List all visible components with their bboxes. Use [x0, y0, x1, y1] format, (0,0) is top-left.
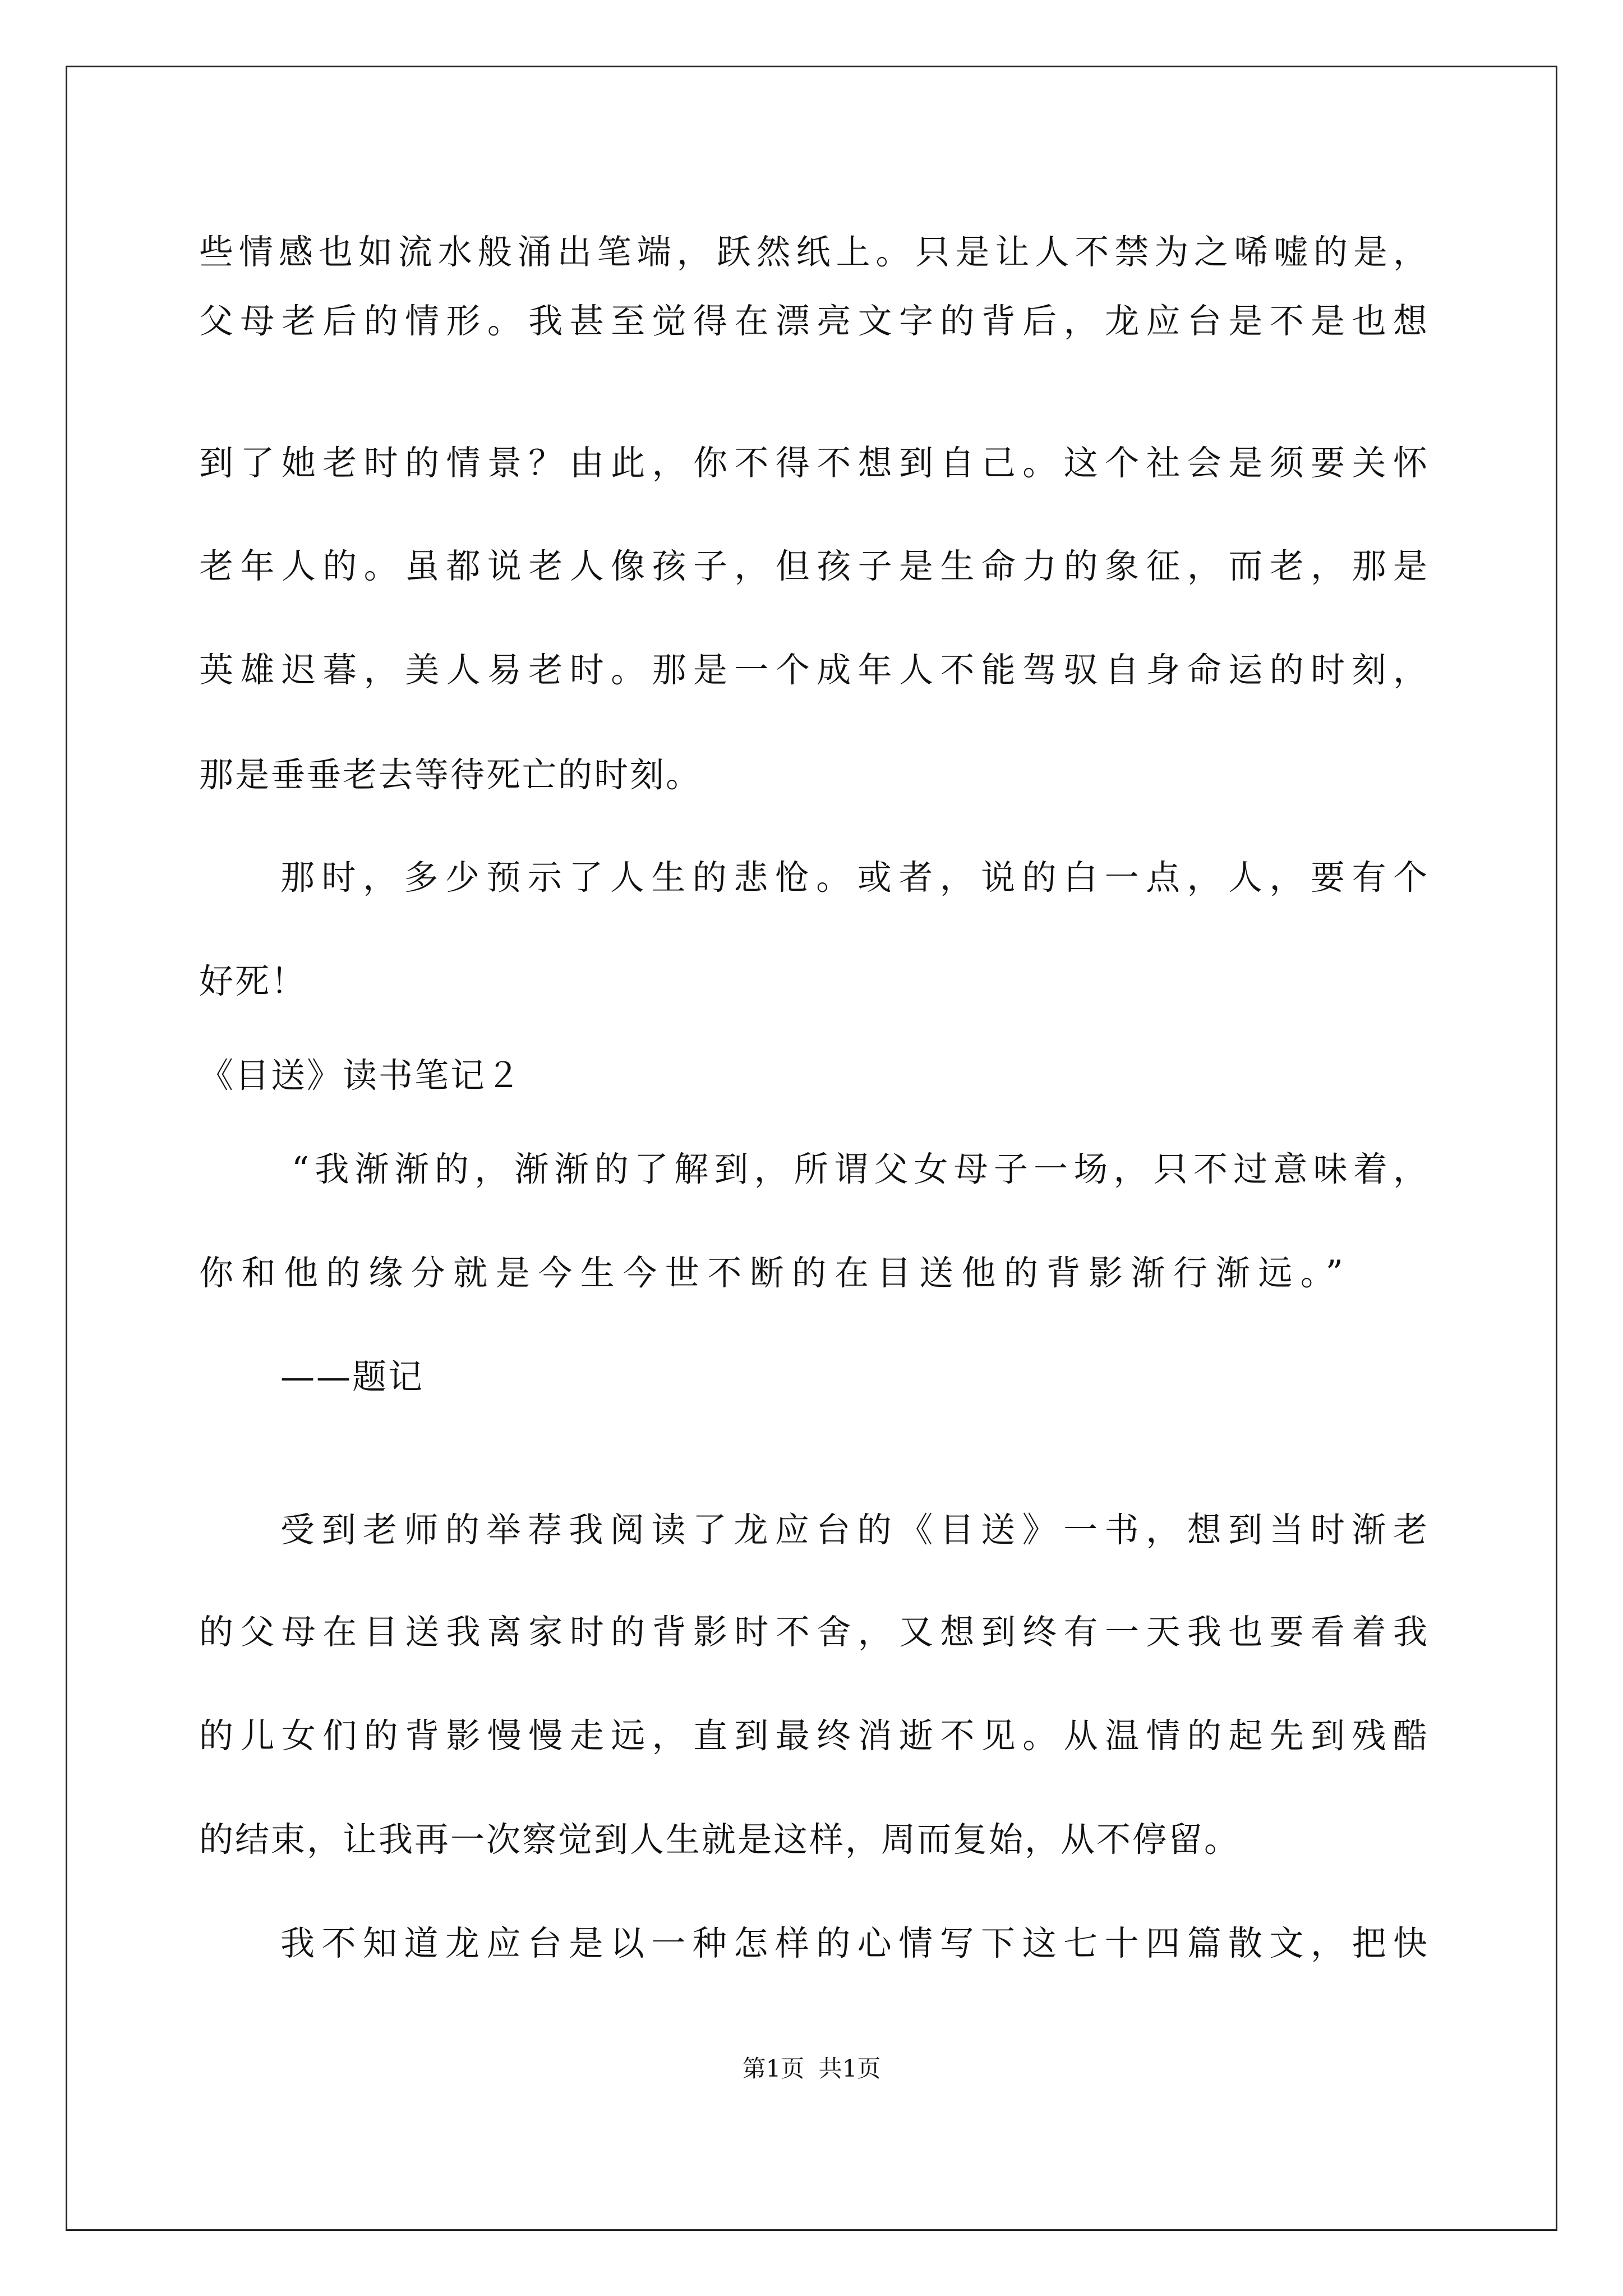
- text-line: 受到老师的举荐我阅读了龙应台的《目送》一书，想到当时渐老: [280, 1510, 1427, 1550]
- page-total: 共1页: [818, 2055, 881, 2082]
- text-line: 父母老后的情形。我甚至觉得在漂亮文字的背后，龙应台是不是也想: [199, 301, 1427, 341]
- quote-attribution: ——题记: [280, 1357, 425, 1397]
- page-footer: [0, 2053, 1623, 2085]
- text-line: 老年人的。虽都说老人像孩子，但孩子是生命力的象征，而老，那是: [199, 546, 1427, 586]
- text-line: 英雄迟暮，美人易老时。那是一个成年人不能驾驭自身命运的时刻，: [199, 650, 1427, 690]
- text-line: 我不知道龙应台是以一种怎样的心情写下这七十四篇散文，把快: [280, 1924, 1427, 1963]
- text-line: 那时，多少预示了人生的悲怆。或者，说的白一点，人，要有个: [280, 858, 1427, 898]
- text-line: 的儿女们的背影慢慢走远，直到最终消逝不见。从温情的起先到残酷: [199, 1716, 1427, 1756]
- page-number: 第1页: [742, 2055, 805, 2082]
- text-line: 的父母在目送我离家时的背影时不舍，又想到终有一天我也要看着我: [199, 1612, 1427, 1652]
- quote-line: “我渐渐的，渐渐的了解到，所谓父女母子一场，只不过意味着，: [292, 1149, 1427, 1189]
- text-line: 的结束，让我再一次察觉到人生就是这样，周而复始，从不停留。: [199, 1820, 1241, 1860]
- text-line: 好死！: [199, 961, 307, 1001]
- section-heading: 《目送》读书笔记２: [199, 1056, 523, 1096]
- text-line: 些情感也如流水般涌出笔端，跃然纸上。只是让人不禁为之唏嘘的是，: [199, 232, 1427, 272]
- text-line: 那是垂垂老去等待死亡的时刻。: [199, 755, 702, 795]
- text-line: 到了她老时的情景？由此，你不得不想到自己。这个社会是须要关怀: [199, 443, 1427, 483]
- quote-line: 你和他的缘分就是今生今世不断的在目送他的背影渐行渐远。”: [199, 1253, 1343, 1293]
